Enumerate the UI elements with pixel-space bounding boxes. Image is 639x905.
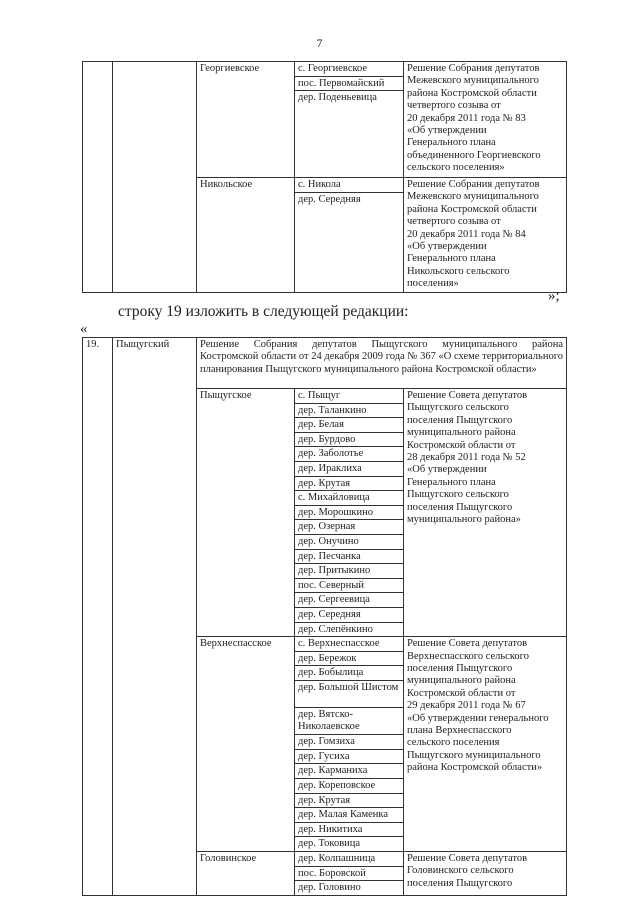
district-decision: Решение Собрания депутатов Пыщугского муниципального района Костромской области от 24 декабря 2009 года № 367 «О схеме территориального планирования Пыщугского муниципального района Костромской области» [197,338,567,389]
village-item: дер. Кореповское [295,779,403,794]
settlement-name: Пыщугское [197,389,295,637]
village-item: дер. Середняя [295,608,403,623]
decision-text: Решение Совета депутатов Верхнеспасского сельского поселения Пыщугского муниципального района Костромской области от 29 декабря 2011 года № 67 «Об утверждении генерального плана Верхнеспасского сельского поселения Пыщугского муниципального района Костромской области» [407,638,549,774]
village-item: дер. Слепёнкино [298,623,373,635]
village-item: пос. Боровской [295,867,403,882]
village-item: дер. Таланкино [295,404,403,419]
decision-cell [404,389,567,637]
village-item: дер. Белая [295,418,403,433]
village-item: дер. Морошкино [295,506,403,521]
decision-text: Решение Совета депутатов Головинского сельского поселения Пыщугского [407,853,528,889]
village-item: с. Михайловица [295,491,403,506]
village-item: с. Пыщуг [295,389,403,404]
village-item: дер. Гусиха [295,750,403,765]
village-item: дер. Никитиха [295,823,403,838]
table-row [83,62,567,178]
decision-text: Решение Совета депутатов Пыщугского сельского поселения Пыщугского муниципального района Костромской области от 28 декабря 2011 года № 52 «Об утверждении Генерального плана Пыщугского сельского поселения Пыщугского муниципального района» [407,390,528,526]
decision-text: Решение Собрания депутатов Межевского муниципального района Костромской области четвертого созыва от 20 декабря 2011 года № 84 «Об утверждении Генерального плана Никольского сельского поселения» [407,179,540,290]
number-cell [83,62,113,293]
village-item: дер. Песчанка [295,550,403,565]
opening-quote: « [80,321,88,337]
closing-quote: »; [548,288,560,304]
settlement-name: Головинское [197,852,295,896]
village-item: с. Верхнеспасское [295,637,403,652]
village-item: пос. Северный [295,579,403,594]
village-item: дер. Бурдово [295,433,403,448]
village-list [295,637,404,852]
village-item: дер. Онучино [295,535,403,550]
village-list [295,852,404,896]
village-item: дер. Сергеевица [295,593,403,608]
intro-text: строку 19 изложить в следующей редакции: [118,303,409,320]
settlement-name: Верхнеспасское [197,637,295,852]
decision-cell [404,62,567,178]
village-item: дер. Притыкино [295,564,403,579]
table-row [83,338,567,389]
village-item: дер. Озерная [295,520,403,535]
table-row-19 [82,337,567,896]
village-item: дер. Большой Шистом [295,681,403,708]
district-cell [113,62,197,293]
settlement-name: Георгиевское [197,62,295,178]
decision-cell [404,178,567,293]
village-item: дер. Вятско-Николаевское [295,708,403,735]
village-item: дер. Малая Каменка [295,808,403,823]
village-item: дер. Поденьевица [298,92,377,104]
village-list [295,62,404,178]
village-item: дер. Токовица [298,838,361,850]
table-continuation [82,61,567,293]
village-list [295,178,404,293]
village-item: дер. Гомзиха [295,735,403,750]
village-item: дер. Крутая [295,477,403,492]
decision-cell [404,852,567,896]
village-item: пос. Первомайский [295,77,403,92]
village-item: дер. Бережок [295,652,403,667]
village-item: с. Никола [295,178,403,193]
village-item: дер. Головино [298,882,361,894]
district-name: Пыщугский [113,338,197,896]
village-item: дер. Бобылица [295,666,403,681]
decision-cell [404,637,567,852]
row-number: 19. [83,338,113,896]
village-item: дер. Середняя [298,193,361,205]
village-item: дер. Карманиха [295,764,403,779]
village-list [295,389,404,637]
page-number: 7 [316,36,323,50]
village-item: с. Георгиевское [295,62,403,77]
village-item: дер. Заболотье [295,447,403,462]
village-item: дер. Крутая [295,794,403,809]
village-item: дер. Колпашница [295,852,403,867]
decision-text: Решение Собрания депутатов Межевского муниципального района Костромской области четвертого созыва от 20 декабря 2011 года № 83 «Об утверждении Генерального плана объединенного Георгиевского сельского поселения» [407,63,541,174]
settlement-name: Никольское [197,178,295,293]
village-item: дер. Ираклиха [295,462,403,477]
